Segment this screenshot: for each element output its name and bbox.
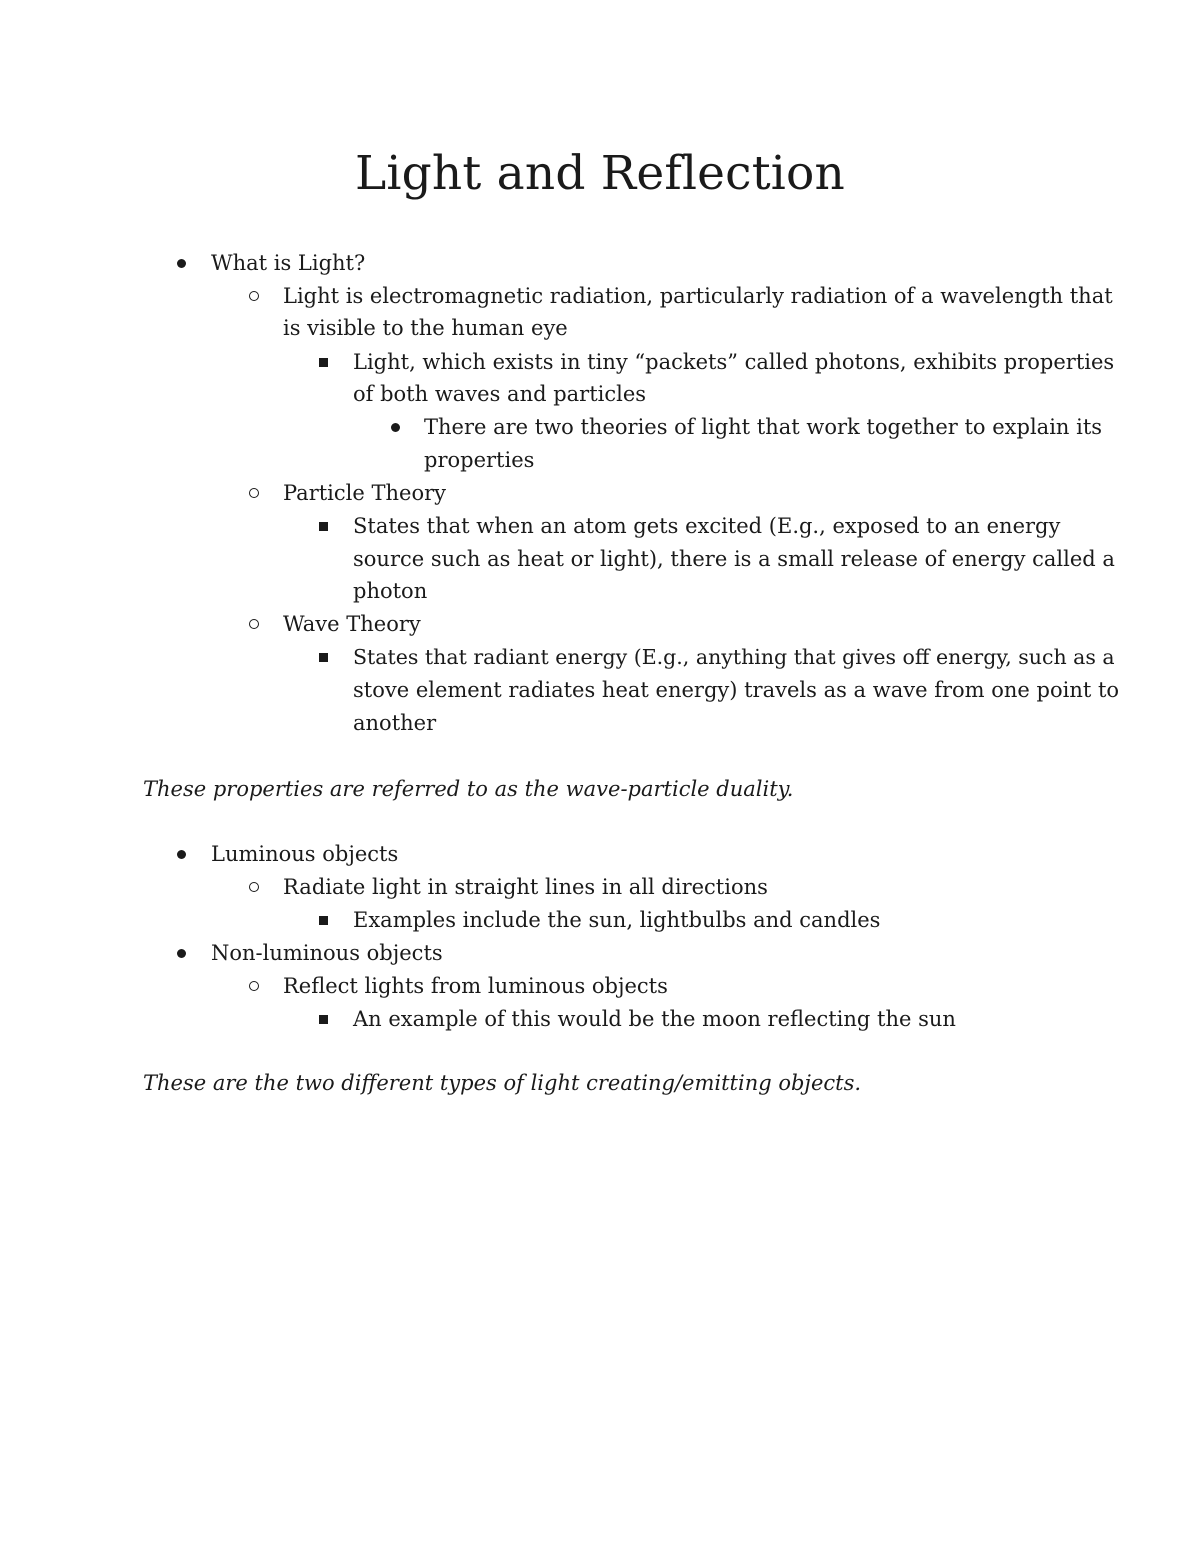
list-item-luminous-objects: Luminous objects: [211, 842, 399, 866]
list-item-text: Reflect lights from luminous objects: [283, 974, 668, 998]
list-item-text: stove element radiates heat energy) travels as a wave from one point to: [353, 678, 1120, 702]
list-item-text: An example of this would be the moon reflecting the sun: [353, 1007, 956, 1031]
list-item-text: of both waves and particles: [353, 382, 647, 406]
list-item-text: Light, which exists in tiny “packets” called photons, exhibits properties: [353, 350, 1115, 374]
list-item-wave-theory: Wave Theory: [283, 612, 421, 636]
page-title: Light and Reflection: [355, 146, 845, 201]
list-item-text: source such as heat or light), there is a small release of energy called a: [353, 547, 1115, 571]
list-item-text: another: [353, 711, 437, 735]
list-item-text: States that when an atom gets excited (E.g., exposed to an energy: [353, 514, 1061, 538]
list-item-text: There are two theories of light that work together to explain its: [424, 415, 1103, 439]
italic-note: These are the two different types of light creating/emitting objects.: [143, 1071, 862, 1095]
list-item-text: Radiate light in straight lines in all directions: [283, 875, 768, 899]
list-item-text: properties: [424, 448, 535, 472]
list-item-text: is visible to the human eye: [283, 316, 568, 340]
list-item-text: photon: [353, 579, 428, 603]
list-item-text: Light is electromagnetic radiation, particularly radiation of a wavelength that: [283, 284, 1113, 308]
list-item-what-is-light: What is Light?: [211, 251, 366, 275]
list-item-text: States that radiant energy (E.g., anything that gives off energy, such as a: [353, 645, 1115, 669]
list-item-particle-theory: Particle Theory: [283, 481, 446, 505]
list-item-text: Examples include the sun, lightbulbs and candles: [353, 908, 881, 932]
italic-note: These properties are referred to as the wave-particle duality.: [143, 777, 794, 801]
list-item-non-luminous-objects: Non-luminous objects: [211, 941, 443, 965]
